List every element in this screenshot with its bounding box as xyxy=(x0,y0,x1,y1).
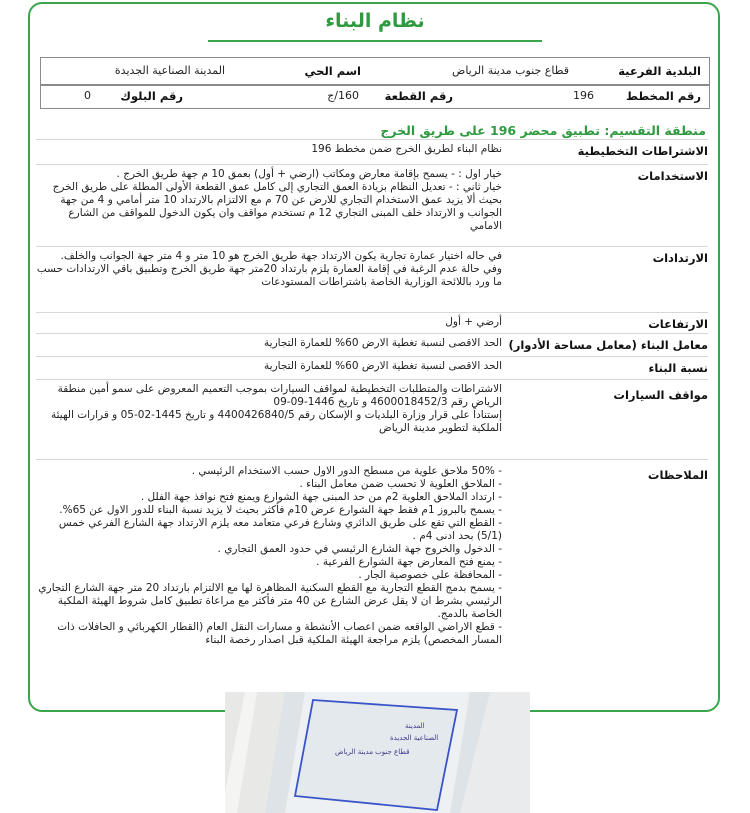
row-line: الحد الاقصى لنسبة تغطية الارض 60% للعمارة التجارية xyxy=(264,337,502,349)
row-notes xyxy=(36,459,708,689)
municipality-label: البلدية الفرعية xyxy=(618,64,701,78)
row-value xyxy=(36,337,502,350)
parcel-number-label: رقم القطعة xyxy=(384,89,453,103)
row-line: نظام البناء لطريق الخرج ضمن مخطط 196 xyxy=(311,143,502,155)
row-setbacks xyxy=(36,246,708,312)
row-value xyxy=(36,465,502,647)
district-value: المدينة الصناعية الجديدة xyxy=(114,64,225,77)
row-label: الاشتراطات التخطيطية xyxy=(577,144,708,158)
row-value xyxy=(36,143,502,156)
row-label: معامل البناء (معامل مساحة الأدوار) xyxy=(508,338,708,352)
block-number-value: 0 xyxy=(84,89,91,102)
row-label: مواقف السيارات xyxy=(613,388,708,402)
row-line: أرضي + أول xyxy=(445,316,502,328)
row-label: الارتدادات xyxy=(652,251,708,265)
row-value xyxy=(36,383,502,435)
row-value xyxy=(36,360,502,373)
row-label: الملاحظات xyxy=(647,468,708,482)
row-line: - المحافظة على خصوصية الجار . xyxy=(358,569,502,581)
row-line: - ارتداد الملاحق العلوية 2م من حد المبنى جهة الشوارع ويمنع فتح نوافذ جهة الفلل . xyxy=(140,491,502,503)
row-line: الاشتراطات والمتطلبات التخطيطية لمواقف السيارات بموجب التعميم المعروض على سمو أمين منطقة الرياض رقم 4600018452/3 و تاريخ 1446-09-09 xyxy=(57,383,502,408)
title-underline xyxy=(208,40,542,42)
row-line: - يسمح بدمج القطع التجارية مع القطع السكنية المظاهرة لها مع الالتزام بارتداد 20 متر جهة الشارع التجاري الرئيسي بشرط ان لا يقل عرض الشارع عن 40 متر فأكثر مع مراعاة تطبيق كامل شروط الهيئة الملكية الخاصة بالدمج. xyxy=(38,582,502,620)
row-line: - الدخول والخروج جهة الشارع الرئيسي في حدود العمق التجاري . xyxy=(217,543,502,555)
row-parking xyxy=(36,379,708,459)
map-label-district: المدينة xyxy=(405,722,425,730)
info-box xyxy=(40,57,710,109)
info-separator xyxy=(41,84,709,86)
row-line: وفي حالة عدم الرغبة في إقامة العمارة يلزم بارتداد 20متر جهة طريق الخرج وتطبيق باقي الارتدادات حسب ما ورد باللائحة الوزارية الخاصة باشتراطات المستودعات xyxy=(36,263,502,288)
row-line: - 50% ملاحق علوية من مسطح الدور الاول حسب الاستخدام الرئيسي . xyxy=(191,465,502,477)
row-line: الحد الاقصى لنسبة تغطية الارض 60% للعمارة التجارية xyxy=(264,360,502,372)
row-line: - الملاحق العلوية لا تحسب ضمن معامل البناء . xyxy=(299,478,502,490)
row-label: الاستخدامات xyxy=(637,169,708,183)
row-line: - يمنع فتح المعارض جهة الشوارع الفرعية . xyxy=(316,556,502,568)
plan-number-value: 196 xyxy=(573,89,594,102)
row-label: الارتفاعات xyxy=(648,317,708,331)
municipality-value: قطاع جنوب مدينة الرياض xyxy=(452,64,569,77)
district-label: اسم الحي xyxy=(304,64,361,78)
block-number-label: رقم البلوك xyxy=(120,89,183,103)
row-value xyxy=(36,250,502,289)
row-uses xyxy=(36,164,708,246)
row-line: - القطع التي تقع على طريق الدائري وشارع فرعي متعامد معه يلزم الارتداد جهة الشارع الفرعي خمس (5/1) بحد ادنى 4م . xyxy=(58,517,502,542)
row-line: خيار اول : - يسمح بإقامة معارض ومكاتب (ارضي + أول) بعمق 10 م جهة طريق الخرج . xyxy=(116,168,502,180)
page-title: نظام البناء xyxy=(325,10,425,32)
parcel-map[interactable] xyxy=(225,692,530,813)
parcel-number-value: 160/ج xyxy=(327,89,359,102)
row-line: في حاله اختيار عمارة تجارية يكون الارتداد جهة طريق الخرج هو 10 متر و 4 متر جهة الجوانب والخلف. xyxy=(60,250,502,262)
row-line: - يسمح بالبروز 1م فقط جهة الشوارع عرض 10م فأكثر بحيث لا يزيد نسبة البناء للدور الاول عن 65%. xyxy=(59,504,502,516)
row-building-ratio xyxy=(36,356,708,379)
map-label-district-2: الصناعية الجديدة xyxy=(390,734,439,742)
map-label-sector: قطاع جنوب مدينة الرياض xyxy=(335,748,410,756)
row-value xyxy=(36,316,502,329)
row-planning-requirements xyxy=(36,139,708,164)
row-line: - قطع الاراضي الواقعه ضمن اعصاب الأنشطة و مسارات النقل العام (القطار الكهربائي و الحافلات ذات المسار المخصص) يلزم مراجعة الهيئة الملكية قبل اصدار رخصة البناء xyxy=(57,621,502,646)
row-line: خيار ثاني : - تعديل النظام بزيادة العمق التجاري إلى كامل عمق القطعة الأولى المطلة على طريق الخرج بحيث ألا يزيد عمق الاستخدام التجاري للارض عن 70 م مع الالتزام بالارتداد 10 متر أمامي و 4 من جهة الجوانب و الارتداد خلف المبنى التجاري 12 م تستخدم مواقف وان يكون الدخول للمواقف من الشارع الامامي xyxy=(52,181,502,232)
row-label: نسبة البناء xyxy=(648,361,708,375)
row-value xyxy=(36,168,502,233)
row-floor-area-ratio xyxy=(36,333,708,356)
row-line: إستناداً على قرار وزارة البلديات و الإسكان رقم 4400426840/5 و تاريخ 1445-02-05 و قرارات الهيئة الملكية لتطوير مدينة الرياض xyxy=(50,409,502,434)
plan-number-label: رقم المخطط xyxy=(626,89,701,103)
zone-title: منطقة التقسيم: تطبيق محضر 196 على طريق الخرج xyxy=(380,123,706,138)
row-heights xyxy=(36,312,708,333)
